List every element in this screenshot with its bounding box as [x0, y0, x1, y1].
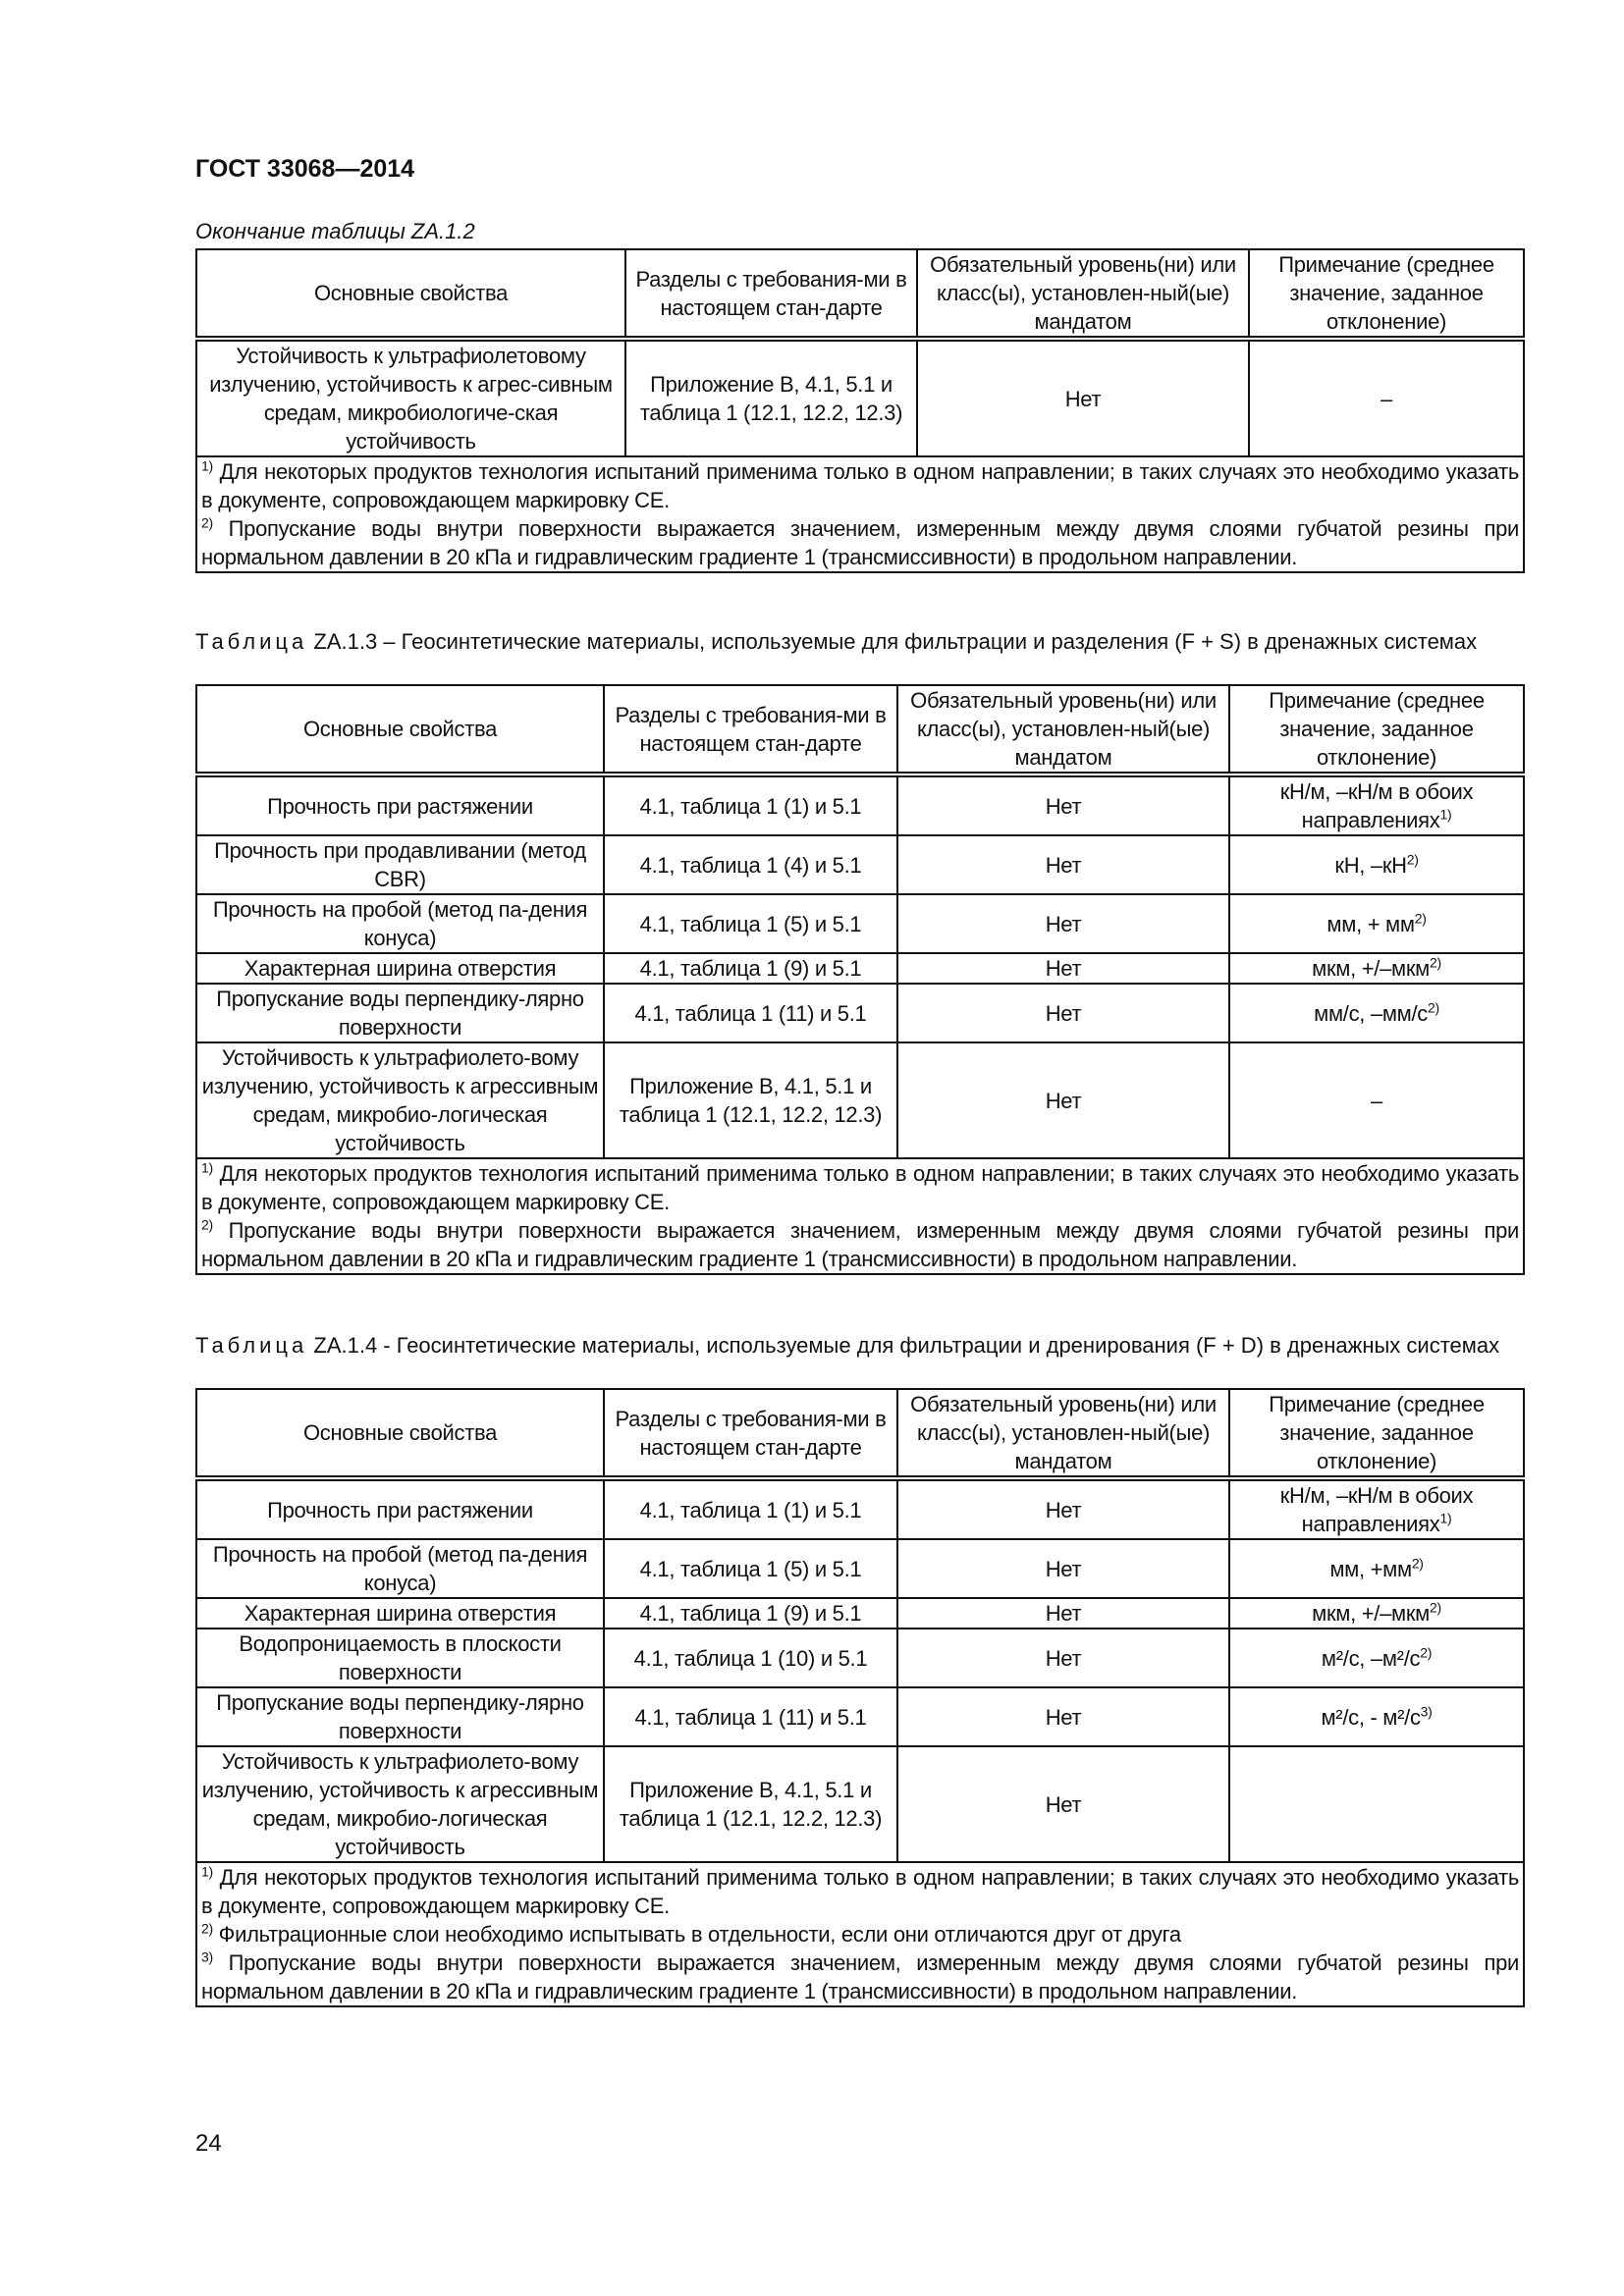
cell-text: м²/с, - м²/с: [1321, 1704, 1421, 1730]
column-header: Примечание (среднее значение, заданное отклонение): [1229, 685, 1524, 774]
cell-text: Устойчивость к ультрафиолетовому излучению, устойчивость к агрес-сивным средам, микробиологиче-ская устойчивость: [209, 344, 613, 454]
footnote-text: Для некоторых продуктов технология испытаний применима только в одном направлении; в таких случаях это необходимо указать в документе, сопровождающем маркировку CE.: [201, 459, 1520, 512]
caption-text: ZA.1.4 - Геосинтетические материалы, используемые для фильтрации и дренирования (F + D) в дренажных системах: [313, 1333, 1500, 1358]
cell-level: [897, 774, 1229, 835]
cell-text: Прочность при растяжении: [267, 1497, 533, 1522]
cell-note: [1229, 1746, 1524, 1862]
footnote-ref: 1): [1439, 806, 1452, 823]
cell-text: кН/м, –кН/м в обоих направлениях: [1279, 779, 1474, 832]
cell-text: Характерная ширина отверстия: [244, 1601, 557, 1626]
column-header: Разделы с требования-ми в настоящем стан-дарте: [604, 1389, 897, 1478]
column-header: Основные свойства: [196, 685, 604, 774]
cell-prop: [196, 1478, 604, 1539]
cell-note: [1229, 1042, 1524, 1158]
cell-note: [1229, 1478, 1524, 1539]
cell-note: [1229, 953, 1524, 984]
footnote-text: Пропускание воды внутри поверхности выражается значением, измеренным между двумя слоями губчатой резины при нормальном давлении в 20 кПа и гидравлическим градиенте 1 (трансмиссивности) в продольном направлении.: [201, 1218, 1520, 1271]
cell-note: [1229, 984, 1524, 1042]
header-row: [196, 685, 1524, 774]
cell-prop: [196, 1746, 604, 1862]
cell-note: [1229, 1687, 1524, 1746]
footnotes-row: [196, 456, 1524, 572]
footnote-mark: 2): [201, 514, 213, 531]
cell-text: Нет: [1045, 1088, 1082, 1113]
cell-prop: [196, 774, 604, 835]
cell-level: [897, 835, 1229, 894]
cell-sections: [604, 1478, 897, 1539]
cell-level: [897, 1629, 1229, 1687]
cell-text: Прочность при растяжении: [267, 793, 533, 819]
cell-sections: [604, 1687, 897, 1746]
footnotes-row: [196, 1158, 1524, 1274]
cell-prop: [196, 1629, 604, 1687]
table-row: [196, 1598, 1524, 1629]
table-row: [196, 1539, 1524, 1598]
column-header: Обязательный уровень(ни) или класс(ы), установлен-ный(ые) мандатом: [917, 249, 1249, 339]
cell-note: [1229, 1598, 1524, 1629]
footnote-text: Для некоторых продуктов технология испытаний применима только в одном направлении; в таких случаях это необходимо указать в документе, сопровождающем маркировку CE.: [201, 1161, 1520, 1214]
column-header: Разделы с требования-ми в настоящем стан-дарте: [625, 249, 917, 339]
caption-label: Таблица: [195, 629, 308, 654]
document-header: ГОСТ 33068—2014: [195, 155, 415, 183]
cell-text: Устойчивость к ультрафиолето-вому излучению, устойчивость к агрессивным средам, микробио-логическая устойчивость: [201, 1749, 599, 1859]
cell-prop: [196, 894, 604, 953]
cell-text: Нет: [1045, 1556, 1082, 1581]
footnote-ref: 3): [1420, 1703, 1433, 1720]
cell-text: Приложение B, 4.1, 5.1 и таблица 1 (12.1, 12.2, 12.3): [639, 372, 903, 425]
footnote: [201, 1216, 1519, 1273]
cell-text: мм, +мм: [1329, 1556, 1412, 1581]
cell-text: 4.1, таблица 1 (10) и 5.1: [633, 1645, 868, 1671]
footnote: [201, 514, 1519, 571]
cell-level: [897, 1746, 1229, 1862]
cell-prop: [196, 1539, 604, 1598]
cell-prop: [196, 1042, 604, 1158]
footnote-ref: 2): [1406, 851, 1419, 868]
footnote-text: Фильтрационные слои необходимо испытывать в отдельности, если они отличаются друг от друга: [218, 1922, 1181, 1947]
cell-note: [1249, 339, 1524, 456]
cell-text: 4.1, таблица 1 (1) и 5.1: [639, 793, 862, 819]
cell-text: 4.1, таблица 1 (5) и 5.1: [639, 911, 862, 936]
cell-level: [897, 1539, 1229, 1598]
table-za-1-2: [195, 248, 1525, 573]
cell-text: Нет: [1045, 1704, 1082, 1730]
cell-sections: [604, 984, 897, 1042]
footnote: [201, 1949, 1519, 2005]
footnote: [201, 1863, 1519, 1920]
cell-text: 4.1, таблица 1 (11) и 5.1: [634, 1704, 867, 1730]
footnote-ref: 2): [1430, 1599, 1441, 1616]
table-caption: [195, 1332, 1521, 1360]
column-header: Основные свойства: [196, 249, 625, 339]
cell-prop: [196, 339, 625, 456]
table-za-1-3: [195, 684, 1525, 1275]
cell-prop: [196, 1598, 604, 1629]
cell-sections: [604, 1539, 897, 1598]
cell-prop: [196, 953, 604, 984]
cell-text: Нет: [1045, 956, 1082, 981]
table-row: [196, 774, 1524, 835]
cell-level: [897, 1478, 1229, 1539]
table-row: [196, 953, 1524, 984]
cell-note: [1229, 1539, 1524, 1598]
header-row: [196, 1389, 1524, 1478]
footnotes-row: [196, 1862, 1524, 2006]
cell-text: Приложение B, 4.1, 5.1 и таблица 1 (12.1, 12.2, 12.3): [619, 1778, 883, 1831]
cell-level: [917, 339, 1249, 456]
column-header: Основные свойства: [196, 1389, 604, 1478]
cell-sections: [625, 339, 917, 456]
cell-level: [897, 1687, 1229, 1746]
table-row: [196, 1478, 1524, 1539]
cell-text: –: [1371, 1088, 1382, 1113]
footnotes: [196, 1158, 1524, 1274]
column-header: Обязательный уровень(ни) или класс(ы), установлен-ный(ые) мандатом: [897, 1389, 1229, 1478]
cell-text: м²/с, –м²/с: [1321, 1645, 1421, 1671]
cell-text: Нет: [1045, 852, 1082, 878]
table-row: [196, 835, 1524, 894]
footnote-ref: 2): [1414, 910, 1427, 927]
footnotes: [196, 456, 1524, 572]
caption-text: ZA.1.3 – Геосинтетические материалы, используемые для фильтрации и разделения (F + S) в дренажных системах: [313, 629, 1478, 654]
footnote-ref: 2): [1411, 1555, 1424, 1572]
cell-level: [897, 1598, 1229, 1629]
table-caption: [195, 628, 1521, 656]
cell-text: 4.1, таблица 1 (5) и 5.1: [639, 1556, 862, 1581]
footnote-mark: 3): [201, 1949, 213, 1965]
cell-text: 4.1, таблица 1 (4) и 5.1: [639, 852, 862, 878]
cell-sections: [604, 1042, 897, 1158]
table-row: [196, 984, 1524, 1042]
cell-level: [897, 953, 1229, 984]
cell-text: кН, –кН: [1334, 852, 1407, 878]
footnote: [201, 1159, 1519, 1216]
cell-note: [1229, 894, 1524, 953]
cell-note: [1229, 835, 1524, 894]
table-row: [196, 1629, 1524, 1687]
footnote-ref: 2): [1430, 954, 1441, 971]
cell-text: Нет: [1045, 793, 1082, 819]
table-row: [196, 1746, 1524, 1862]
cell-sections: [604, 835, 897, 894]
cell-note: [1229, 1629, 1524, 1687]
caption-label: Таблица: [195, 1333, 308, 1358]
footnote-mark: 2): [201, 1920, 213, 1937]
column-header: Обязательный уровень(ни) или класс(ы), установлен-ный(ые) мандатом: [897, 685, 1229, 774]
cell-level: [897, 894, 1229, 953]
footnote-text: Для некоторых продуктов технология испытаний применима только в одном направлении; в таких случаях это необходимо указать в документе, сопровождающем маркировку CE.: [201, 1865, 1520, 1918]
cell-text: Нет: [1045, 1791, 1082, 1817]
cell-text: Прочность на пробой (метод па-дения конуса): [212, 897, 588, 950]
cell-note: [1229, 774, 1524, 835]
header-row: [196, 249, 1524, 339]
cell-prop: [196, 835, 604, 894]
cell-text: Прочность при продавливании (метод CBR): [214, 838, 586, 891]
footnote-mark: 1): [201, 1159, 213, 1176]
cell-text: 4.1, таблица 1 (11) и 5.1: [634, 1000, 867, 1026]
footnote-ref: 1): [1439, 1510, 1452, 1526]
cell-text: мкм, +/–мкм: [1312, 956, 1430, 981]
cell-sections: [604, 1598, 897, 1629]
cell-text: кН/м, –кН/м в обоих направлениях: [1279, 1483, 1474, 1536]
footnotes: [196, 1862, 1524, 2006]
footnote: [201, 457, 1519, 514]
column-header: Примечание (среднее значение, заданное отклонение): [1249, 249, 1524, 339]
table-za-1-4: [195, 1388, 1525, 2007]
cell-text: Пропускание воды перпендику-лярно поверхности: [216, 1690, 584, 1743]
cell-prop: [196, 984, 604, 1042]
table-caption: Окончание таблицы ZA.1.2: [195, 219, 475, 243]
cell-text: Характерная ширина отверстия: [244, 956, 557, 981]
cell-text: 4.1, таблица 1 (9) и 5.1: [639, 1601, 862, 1626]
table-row: [196, 339, 1524, 456]
cell-text: Нет: [1045, 1601, 1082, 1626]
cell-text: Приложение B, 4.1, 5.1 и таблица 1 (12.1, 12.2, 12.3): [619, 1074, 883, 1127]
column-header: Разделы с требования-ми в настоящем стан-дарте: [604, 685, 897, 774]
cell-text: Нет: [1045, 1000, 1082, 1026]
footnote-mark: 1): [201, 1863, 213, 1880]
footnote: [201, 1920, 1519, 1949]
footnote-ref: 2): [1420, 1644, 1433, 1661]
cell-text: мкм, +/–мкм: [1312, 1601, 1430, 1626]
cell-sections: [604, 774, 897, 835]
cell-sections: [604, 1629, 897, 1687]
footnote-text: Пропускание воды внутри поверхности выражается значением, измеренным между двумя слоями губчатой резины при нормальном давлении в 20 кПа и гидравлическим градиенте 1 (трансмиссивности) в продольном направлении.: [201, 1950, 1520, 2003]
cell-text: Нет: [1064, 386, 1102, 411]
cell-text: –: [1380, 386, 1392, 411]
table-row: [196, 1687, 1524, 1746]
cell-text: мм, + мм: [1326, 911, 1415, 936]
cell-sections: [604, 894, 897, 953]
cell-text: Прочность на пробой (метод па-дения конуса): [212, 1542, 588, 1595]
table-row: [196, 894, 1524, 953]
cell-sections: [604, 1746, 897, 1862]
cell-text: мм/с, –мм/с: [1314, 1000, 1429, 1026]
cell-text: Нет: [1045, 1497, 1082, 1522]
footnote-mark: 1): [201, 457, 213, 474]
cell-text: 4.1, таблица 1 (9) и 5.1: [639, 956, 862, 981]
cell-sections: [604, 953, 897, 984]
footnote-mark: 2): [201, 1216, 213, 1233]
cell-level: [897, 984, 1229, 1042]
cell-level: [897, 1042, 1229, 1158]
footnote-ref: 2): [1428, 999, 1439, 1016]
cell-text: Пропускание воды перпендику-лярно поверхности: [216, 987, 584, 1040]
page-number: 24: [195, 2130, 222, 2157]
cell-prop: [196, 1687, 604, 1746]
cell-text: Водопроницаемость в плоскости поверхности: [239, 1631, 562, 1684]
cell-text: Нет: [1045, 911, 1082, 936]
footnote-text: Пропускание воды внутри поверхности выражается значением, измеренным между двумя слоями губчатой резины при нормальном давлении в 20 кПа и гидравлическим градиенте 1 (трансмиссивности) в продольном направлении.: [201, 516, 1520, 569]
column-header: Примечание (среднее значение, заданное отклонение): [1229, 1389, 1524, 1478]
cell-text: Устойчивость к ультрафиолето-вому излучению, устойчивость к агрессивным средам, микробио-логическая устойчивость: [201, 1045, 599, 1155]
cell-text: Нет: [1045, 1645, 1082, 1671]
cell-text: 4.1, таблица 1 (1) и 5.1: [639, 1497, 862, 1522]
table-row: [196, 1042, 1524, 1158]
